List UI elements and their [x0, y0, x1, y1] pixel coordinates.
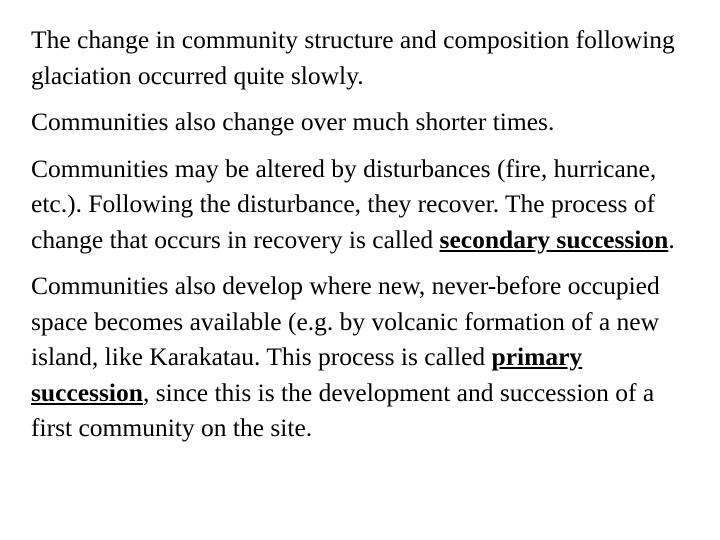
paragraph-secondary-text-before: Communities may be altered by disturbances (fire, hurricane, etc.). Following the disturbance, they recover. The process of change that occurs in recovery is called	[31, 153, 657, 254]
paragraph-shorter-times	[31, 104, 701, 140]
term-secondary-succession: secondary succession	[439, 224, 669, 254]
paragraph-secondary-text-after: .	[668, 224, 675, 254]
term-primary-succession: primary succession	[31, 342, 583, 407]
paragraph-primary-text-before: Communities also develop where new, never-before occupied space becomes available (e.g. by volcanic formation of a new island, like Karakatau. This process is called	[31, 271, 660, 371]
paragraph-secondary-succession	[31, 151, 701, 258]
slide-body	[31, 22, 701, 457]
paragraph-glaciation	[31, 22, 701, 93]
paragraph-primary-succession	[31, 268, 701, 446]
paragraph-glaciation-text: The change in community structure and composition following glaciation occurred quite slowly.	[31, 25, 675, 90]
paragraph-primary-text-after: , since this is the development and succession of a first community on the site.	[31, 377, 655, 442]
paragraph-shorter-times-text: Communities also change over much shorter times.	[31, 107, 555, 136]
